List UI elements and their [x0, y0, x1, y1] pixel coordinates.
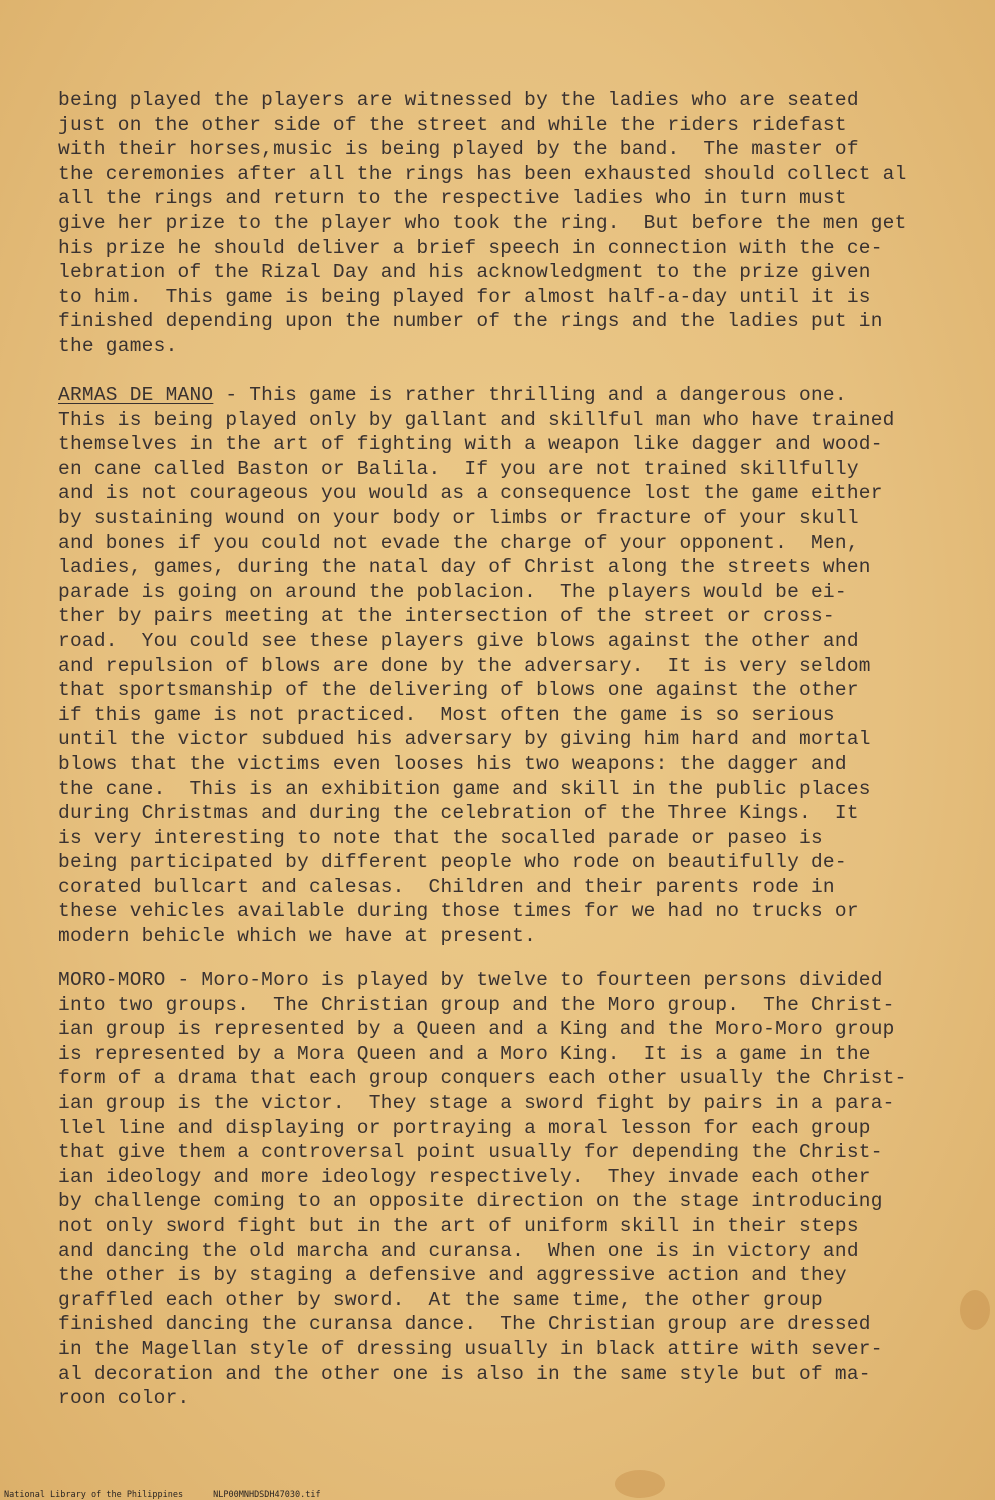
line-text: being participated by different people who rode on beautifully de- [58, 851, 847, 874]
line-text: and is not courageous you would as a consequence lost the game either [58, 482, 883, 505]
line-text: parade is going on around the poblacion. The players would be ei- [58, 580, 847, 603]
text-line [58, 309, 938, 334]
text-line [58, 1263, 938, 1288]
text-line [58, 604, 938, 629]
text-line [58, 1239, 938, 1264]
text-line [58, 137, 938, 162]
footer-library: National Library of the Philippines [4, 1490, 184, 1500]
line-text: en cane called Baston or Balila. If you are not trained skillfully [58, 457, 859, 480]
line-text: his prize he should deliver a brief speech in connection with the ce- [58, 236, 883, 259]
line-text: finished dancing the curansa dance. The Christian group are dressed [58, 1313, 871, 1336]
text-line [58, 1214, 938, 1239]
line-text: the cane. This is an exhibition game and skill in the public places [58, 777, 871, 800]
text-line [58, 678, 938, 703]
paper-stain [960, 1290, 990, 1330]
line-text: corated bullcart and calesas. Children and their parents rode in [58, 875, 835, 898]
text-line [58, 1140, 938, 1165]
text-line [58, 531, 938, 556]
text-line [58, 1165, 938, 1190]
text-line [58, 826, 938, 851]
text-line [58, 629, 938, 654]
line-text: themselves in the art of fighting with a weapon like dagger and wood- [58, 433, 883, 456]
text-line [58, 801, 938, 826]
line-text: that sportsmanship of the delivering of blows one against the other [58, 679, 859, 702]
line-text: all the rings and return to the respective ladies who in turn must [58, 187, 847, 210]
text-line [58, 1189, 938, 1214]
paper-stain [615, 1470, 665, 1498]
line-text: by sustaining wound on your body or limbs or fracture of your skull [58, 506, 859, 529]
line-text: into two groups. The Christian group and the Moro group. The Christ- [58, 993, 895, 1016]
line-text: form of a drama that each group conquers each other usually the Christ- [58, 1067, 907, 1090]
text-line [58, 580, 938, 605]
line-text: with their horses,music is being played by the band. The master of [58, 138, 859, 161]
text-line [58, 481, 938, 506]
line-text: ian group is the victor. They stage a sword fight by pairs in a para- [58, 1091, 895, 1114]
line-text: give her prize to the player who took the ring. But before the men get [58, 211, 907, 234]
footer-filename: NLP00MNHDSDH47030.tif [213, 1490, 321, 1500]
line-text: during Christmas and during the celebration of the Three Kings. It [58, 802, 859, 825]
text-line [58, 236, 938, 261]
line-text: that give them a controversal point usually for depending the Christ- [58, 1141, 883, 1164]
text-line [58, 1288, 938, 1313]
line-text: by challenge coming to an opposite direction on the stage introducing [58, 1190, 883, 1213]
text-line [58, 1312, 938, 1337]
text-line [58, 1386, 938, 1411]
line-text: if this game is not practiced. Most often the game is so serious [58, 703, 835, 726]
text-line [58, 1091, 938, 1116]
text-line [58, 260, 938, 285]
text-line [58, 777, 938, 802]
text-line [58, 752, 938, 777]
scan-footer [4, 1490, 351, 1500]
text-line [58, 1066, 938, 1091]
text-line [58, 457, 938, 482]
text-line [58, 506, 938, 531]
text-line [58, 1116, 938, 1141]
line-text: ladies, games, during the natal day of Christ along the streets when [58, 556, 871, 579]
line-text: This is being played only by gallant and skillful man who have trained [58, 408, 895, 431]
line-text: in the Magellan style of dressing usually in black attire with sever- [58, 1337, 883, 1360]
line-text: the games. [58, 334, 178, 357]
text-line [58, 727, 938, 752]
text-line [58, 186, 938, 211]
paragraph-rizal-day-game [58, 88, 938, 359]
text-line [58, 1362, 938, 1387]
line-text: and dancing the old marcha and curansa. When one is in victory and [58, 1239, 859, 1262]
line-text: ian ideology and more ideology respectively. They invade each other [58, 1165, 871, 1188]
section-heading: ARMAS DE MANO [58, 384, 214, 406]
text-line [58, 432, 938, 457]
line-text: MORO-MORO - Moro-Moro is played by twelve to fourteen persons divided [58, 969, 883, 991]
line-text: the ceremonies after all the rings has been exhausted should collect al [58, 162, 907, 185]
text-line [58, 703, 938, 728]
text-line [58, 88, 938, 113]
line-text: and bones if you could not evade the charge of your opponent. Men, [58, 531, 859, 554]
line-text: ther by pairs meeting at the intersection of the street or cross- [58, 605, 835, 628]
line-text: blows that the victims even looses his two weapons: the dagger and [58, 752, 847, 775]
text-line [58, 993, 938, 1018]
line-text: finished depending upon the number of the rings and the ladies put in [58, 310, 883, 333]
text-line [58, 899, 938, 924]
text-line [58, 383, 938, 408]
line-text: the other is by staging a defensive and aggressive action and they [58, 1264, 847, 1287]
paragraph-armas-de-mano [58, 383, 938, 949]
line-text: is represented by a Mora Queen and a Moro King. It is a game in the [58, 1042, 871, 1065]
line-text: is very interesting to note that the socalled parade or paseo is [58, 826, 823, 849]
text-line [58, 968, 938, 993]
text-line [58, 1042, 938, 1067]
line-text: lebration of the Rizal Day and his acknowledgment to the prize given [58, 261, 871, 284]
line-text: road. You could see these players give blows against the other and [58, 629, 859, 652]
line-text: llel line and displaying or portraying a moral lesson for each group [58, 1116, 871, 1139]
text-line [58, 555, 938, 580]
text-line [58, 850, 938, 875]
line-text: and repulsion of blows are done by the adversary. It is very seldom [58, 654, 871, 677]
text-line [58, 1017, 938, 1042]
text-line [58, 334, 938, 359]
line-text: these vehicles available during those times for we had no trucks or [58, 900, 859, 923]
text-line [58, 654, 938, 679]
line-text: roon color. [58, 1387, 190, 1410]
line-text: to him. This game is being played for almost half-a-day until it is [58, 285, 871, 308]
line-text: ian group is represented by a Queen and a King and the Moro-Moro group [58, 1018, 895, 1041]
text-line [58, 408, 938, 433]
line-text: until the victor subdued his adversary by giving him hard and mortal [58, 728, 871, 751]
line-text: al decoration and the other one is also in the same style but of ma- [58, 1362, 871, 1385]
line-text: modern behicle which we have at present. [58, 925, 537, 948]
text-line [58, 285, 938, 310]
line-text: being played the players are witnessed by the ladies who are seated [58, 89, 859, 111]
text-line [58, 1337, 938, 1362]
line-text: not only sword fight but in the art of uniform skill in their steps [58, 1214, 859, 1237]
line-text: - This game is rather thrilling and a dangerous one. [213, 384, 847, 406]
text-line [58, 211, 938, 236]
text-line [58, 924, 938, 949]
line-text: graffled each other by sword. At the same time, the other group [58, 1288, 823, 1311]
line-text: just on the other side of the street and while the riders ridefast [58, 113, 847, 136]
paragraph-moro-moro [58, 968, 938, 1411]
text-line [58, 875, 938, 900]
text-line [58, 113, 938, 138]
text-line [58, 162, 938, 187]
